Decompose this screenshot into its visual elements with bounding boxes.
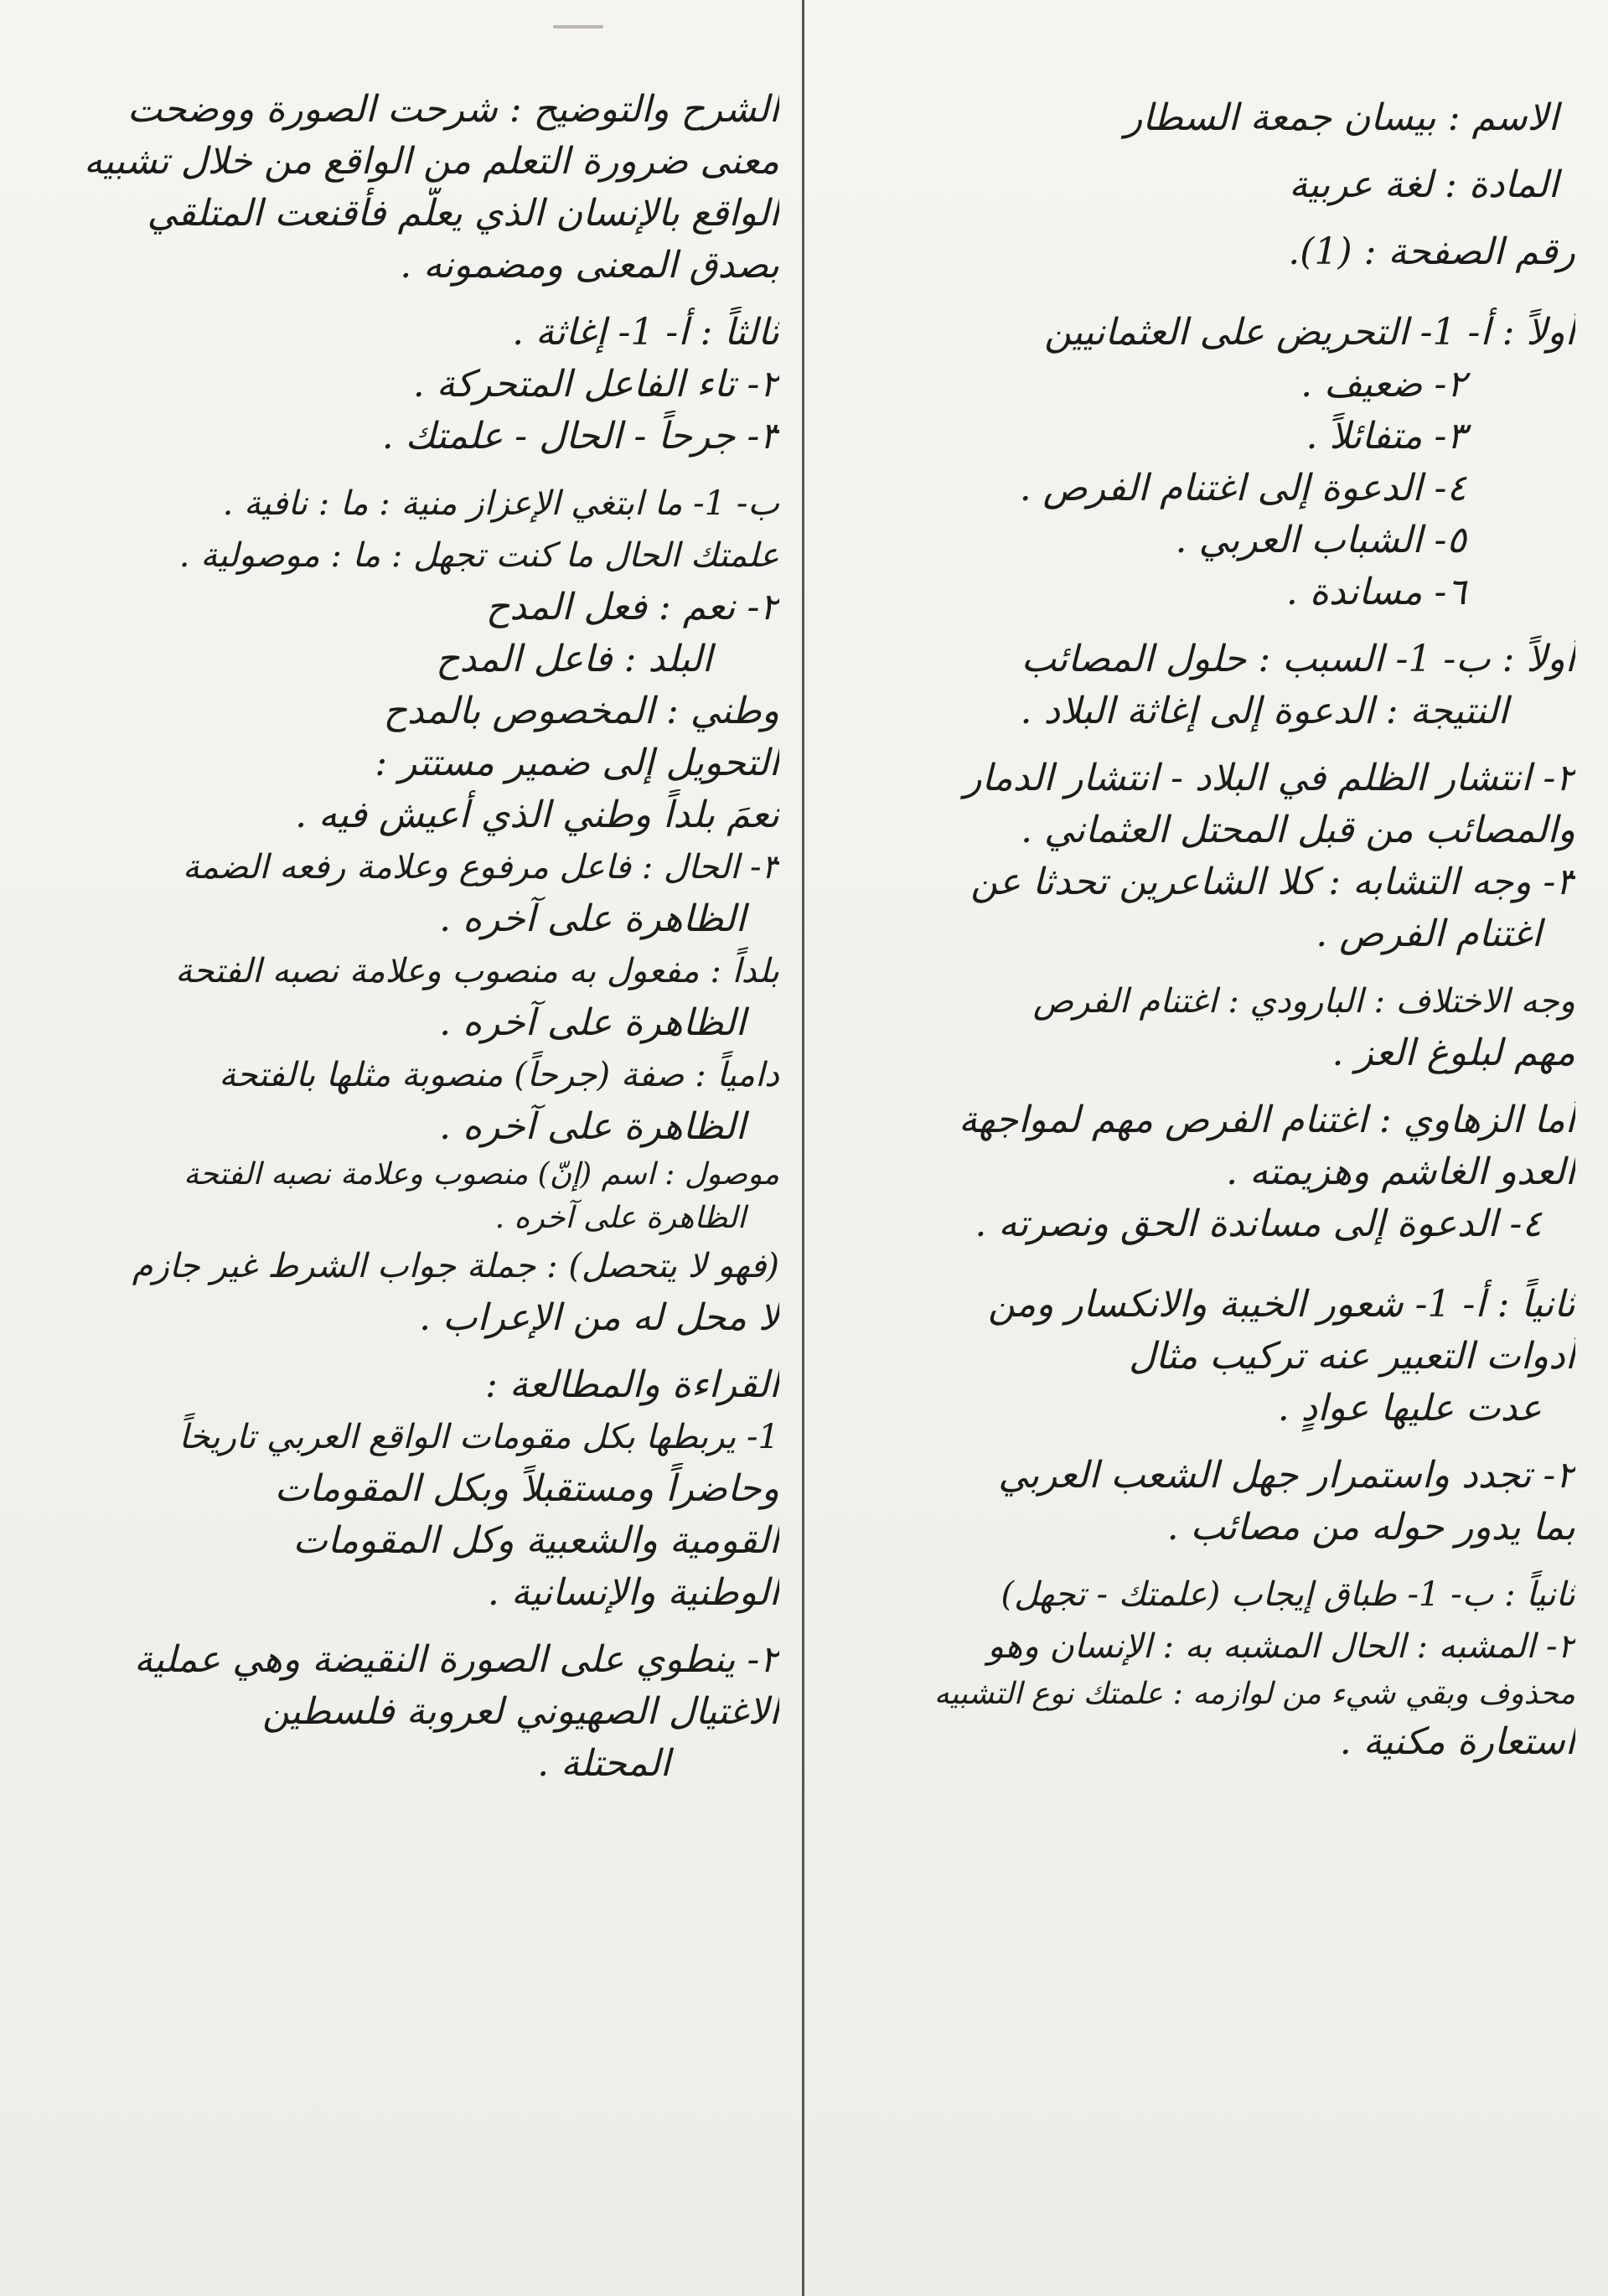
answer-line: ٦- مساندة .	[1285, 571, 1466, 613]
answer-line: الوطنية والإنسانية .	[487, 1571, 779, 1614]
answer-line: معنى ضرورة التعلم من الواقع من خلال تشبيه	[83, 140, 779, 183]
page-number-line: رقم الصفحة : (1).	[1288, 230, 1575, 273]
answer-line: التحويل إلى ضمير مستتر :	[375, 742, 779, 784]
answer-line: أدوات التعبير عنه تركيب مثال	[1129, 1335, 1575, 1378]
answer-line: محذوف وبقي شيء من لوازمه : علمتك نوع التشبيه	[933, 1677, 1575, 1711]
answer-line: ٢- تاء الفاعل المتحركة .	[412, 363, 779, 406]
answer-line: الواقع بالإنسان الذي يعلّم فأقنعت المتلقي	[147, 192, 779, 235]
answer-line: ٢- نعم : فعل المدح	[485, 586, 779, 628]
answer-line: الظاهرة على آخره .	[439, 1001, 746, 1044]
student-name: الاسم : بيسان جمعة السطار	[1125, 96, 1559, 139]
answer-line: ٢- انتشار الظلم في البلاد - انتشار الدمار	[964, 757, 1575, 799]
answer-line: ثانياً : أ- 1- شعور الخيبة والانكسار ومن	[988, 1283, 1575, 1326]
subject-line: المادة : لغة عربية	[1289, 163, 1559, 206]
answer-line: البلد : فاعل المدح	[436, 638, 712, 680]
answer-line: بصدق المعنى ومضمونه .	[400, 244, 779, 287]
answer-line: لا محل له من الإعراب .	[419, 1296, 779, 1339]
answer-line: عدت عليها عوادٍ .	[1277, 1387, 1542, 1430]
answer-line: ٣- وجه التشابه : كلا الشاعرين تحدثا عن	[970, 861, 1575, 903]
answer-line: أولاً : ب- 1- السبب : حلول المصائب	[1021, 638, 1575, 680]
answer-line: (فهو لا يتحصل) : جملة جواب الشرط غير جازم	[132, 1247, 779, 1285]
answer-line: وحاضراً ومستقبلاً وبكل المقومات	[274, 1467, 779, 1510]
answer-line: ٤- الدعوة إلى مساندة الحق ونصرته .	[975, 1202, 1542, 1245]
answer-line: العدو الغاشم وهزيمته .	[1226, 1151, 1575, 1193]
answer-line: دامياً : صفة (جرحاً) منصوبة مثلها بالفتحة	[219, 1056, 779, 1094]
top-smudge-mark	[553, 25, 603, 28]
answer-line: نعمَ بلداً وطني الذي أعيش فيه .	[295, 794, 779, 836]
answer-line: الظاهرة على آخره .	[494, 1201, 746, 1235]
answer-line: الاغتيال الصهيوني لعروبة فلسطين	[262, 1690, 779, 1733]
answer-line: ٣- الحال : فاعل مرفوع وعلامة رفعه الضمة	[182, 848, 779, 887]
answer-line: علمتك الحال ما كنت تجهل : ما : موصولية .	[178, 536, 779, 575]
answer-line: ثالثاً : أ- 1- إغاثة .	[512, 311, 779, 354]
answer-line: 1- يربطها بكل مقومات الواقع العربي تاريخاً	[178, 1418, 779, 1456]
answer-line: استعارة مكنية .	[1339, 1720, 1575, 1763]
answer-line: مهم لبلوغ العز .	[1331, 1032, 1575, 1074]
answer-line: ٢- ضعيف .	[1300, 363, 1466, 406]
answer-line: وطني : المخصوص بالمدح	[383, 690, 779, 732]
answer-line: ٣- متفائلاً .	[1306, 415, 1466, 458]
answer-line: والمصائب من قبل المحتل العثماني .	[1021, 809, 1575, 851]
right-column	[817, 92, 1575, 2279]
answer-line: ٢- تجدد واستمرار جهل الشعب العربي	[998, 1454, 1575, 1497]
answer-line: بلداً : مفعول به منصوب وعلامة نصبه الفتحة	[175, 952, 779, 990]
answer-line: ٢- المشبه : الحال المشبه به : الإنسان وهو	[987, 1627, 1575, 1666]
answer-line: القومية والشعبية وكل المقومات	[292, 1519, 779, 1562]
answer-line: ثانياً : ب- 1- طباق إيجاب (علمتك - تجهل)	[1000, 1575, 1575, 1614]
answer-line: ٥- الشباب العربي .	[1175, 519, 1466, 561]
answer-line: بما يدور حوله من مصائب .	[1166, 1506, 1575, 1549]
answer-line: النتيجة : الدعوة إلى إغاثة البلاد .	[1020, 690, 1508, 732]
answer-line: ٤- الدعوة إلى اغتنام الفرص .	[1019, 467, 1466, 509]
answer-line: وجه الاختلاف : البارودي : اغتنام الفرص	[1032, 982, 1575, 1021]
reading-section-heading: القراءة والمطالعة :	[485, 1363, 779, 1406]
answer-line: ٢- ينطوي على الصورة النقيضة وهي عملية	[134, 1638, 779, 1681]
answer-line: الشرح والتوضيح : شرحت الصورة ووضحت	[127, 88, 779, 131]
answer-line: أما الزهاوي : اغتنام الفرص مهم لمواجهة	[959, 1099, 1575, 1141]
answer-line: موصول : اسم (إنّ) منصوب وعلامة نصبه الفتحة	[184, 1157, 779, 1192]
left-column	[21, 84, 779, 2271]
answer-line: الظاهرة على آخره .	[439, 897, 746, 940]
answer-line: ٣- جرحاً - الحال - علمتك .	[381, 415, 779, 458]
answer-line: المحتلة .	[537, 1742, 670, 1785]
answer-line: ب- 1- ما ابتغي الإعزاز منية : ما : نافية .	[222, 484, 779, 523]
answer-line: اغتنام الفرص .	[1316, 913, 1542, 955]
answer-line: الظاهرة على آخره .	[439, 1105, 746, 1148]
answer-line: أولاً : أ- 1- التحريض على العثمانيين	[1044, 311, 1575, 354]
column-divider-line	[802, 0, 804, 2296]
